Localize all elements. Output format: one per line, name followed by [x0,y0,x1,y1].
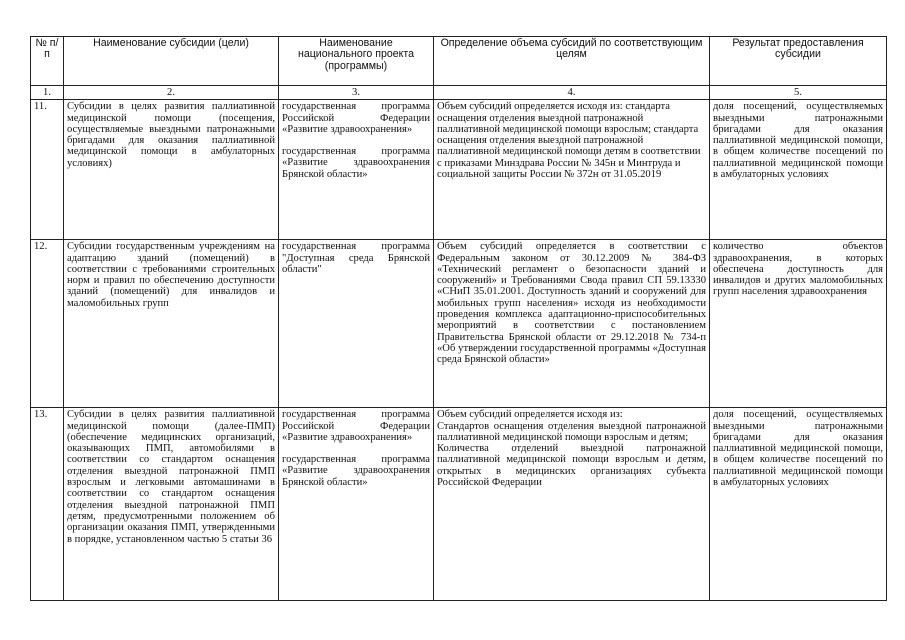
header-result: Результат предоставления субсидии [710,37,887,86]
project-line: государственная программа «Развитие здравоохранения Брянской области» [282,146,430,180]
column-number: 5. [710,86,887,100]
project-line: государственная программа Российской Федерации «Развитие здравоохранения» [282,409,430,443]
table-row [31,240,887,408]
column-number: 3. [279,86,434,100]
project-line: государственная программа "Доступная среда Брянской области" [282,241,430,275]
project-cell [279,408,434,601]
header-subsidy-name: Наименование субсидии (цели) [64,37,279,86]
column-number: 1. [31,86,64,100]
row-number: 11. [31,100,64,240]
header-volume: Определение объема субсидий по соответствующим целям [434,37,710,86]
volume-cell: Объем субсидий определяется исходя из: стандарта оснащения отделения выездной патронажной паллиативной медицинской помощи взрослым; стандарта оснащения отделения выездной патронажной паллиативной медицинской помощи детям в соответствии с приказами Минздрава России № 345н и Минтруда и социальной защиты России № 372н от 31.05.2019 [434,100,710,240]
table-row [31,100,887,240]
project-line: государственная программа Российской Федерации «Развитие здравоохранения» [282,101,430,135]
project-line: государственная программа «Развитие здравоохранения Брянской области» [282,454,430,488]
volume-line: Количества отделений выездной патронажной паллиативной медицинской помощи взрослым и детям, открытых в медицинских организациях субъекта Российской Федерации [437,443,706,489]
row-number: 12. [31,240,64,408]
volume-cell: Объем субсидий определяется в соответствии с Федеральным законом от 30.12.2009 № 384-ФЗ «Технический регламент о безопасности зданий и сооружений» и Требованиями Свода правил СП 59.13330 «СНиП 35.01.2001. Доступность зданий и сооружений для мобильных групп населения» исходя из необходимости проведения комплекса адаптационно-приспособительных мероприятий в соответствии с постановлением Правительства Брянской области от 29.12.2018 № 734-п «Об утверждении государственной программы «Доступная среда Брянской области» [434,240,710,408]
table-header-row [31,37,887,86]
subsidy-name-cell: Субсидии в целях развития паллиативной медицинской помощи (далее-ПМП) (обеспечение медицинских организаций, оказывающих ПМП, автомобилями в соответствии со стандартом оснащения отделения выездной патронажной ПМП взрослым и легковыми автомашинами в соответствии со стандартом оснащения отделения выездной патронажной ПМП детям, предусмотренными положением об организации оказания ПМП, утвержденными в порядке, установленном частью 5 статьи 36 [64,408,279,601]
subsidies-table [30,36,887,601]
header-project: Наименование национального проекта (программы) [279,37,434,86]
subsidy-name-cell: Субсидии государственным учреждениям на адаптацию зданий (помещений) в соответствии с требованиями строительных норм и правил по обеспечению доступности зданий (помещений) для инвалидов и маломобильных групп [64,240,279,408]
table-row [31,408,887,601]
volume-line: Объем субсидий определяется исходя из: [437,409,623,421]
column-number: 2. [64,86,279,100]
column-numbers-row [31,86,887,100]
volume-cell [434,408,710,601]
project-cell [279,240,434,408]
result-cell: доля посещений, осуществляемых выездными патронажными бригадами для оказания паллиативной медицинской помощи, в общем количестве посещений по паллиативной медицинской помощи в амбулаторных условиях [710,408,887,601]
row-number: 13. [31,408,64,601]
result-cell: доля посещений, осуществляемых выездными патронажными бригадами для оказания паллиативной медицинской помощи, в общем количестве посещений по паллиативной медицинской помощи в амбулаторных условиях [710,100,887,240]
column-number: 4. [434,86,710,100]
subsidy-name-cell: Субсидии в целях развития паллиативной медицинской помощи (посещения, осуществляемые выездными патронажными бригадами для оказания паллиативной медицинской помощи в амбулаторных условиях) [64,100,279,240]
project-cell [279,100,434,240]
volume-line: Стандартов оснащения отделения выездной патронажной паллиативной медицинской помощи взрослым и детям; [437,420,706,443]
result-cell: количество объектов здравоохранения, в которых обеспечена доступность для инвалидов и других маломобильных групп населения здравоохранения [710,240,887,408]
header-num: № п/п [31,37,64,86]
